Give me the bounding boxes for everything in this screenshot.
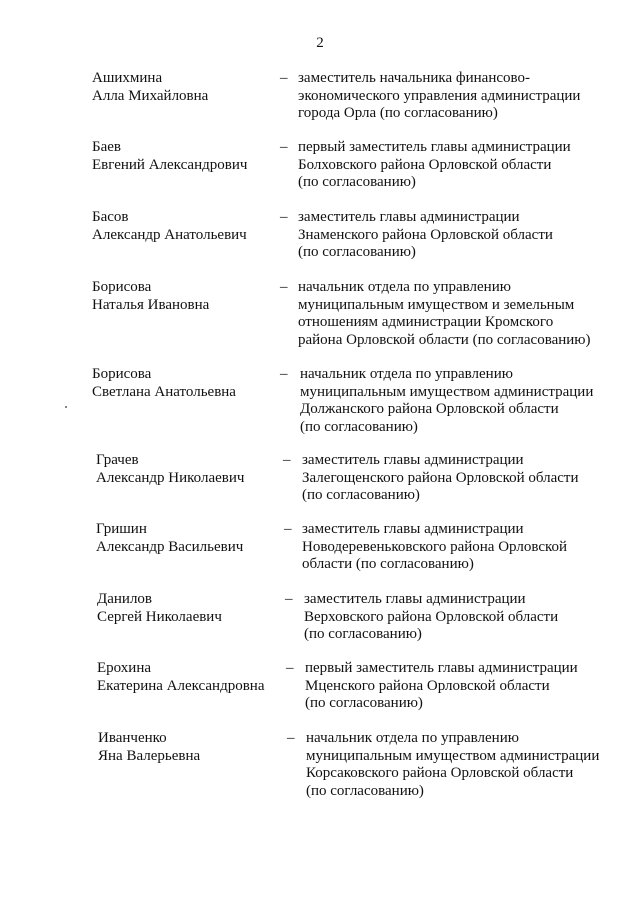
position-description: начальник отдела по управлению муниципальным имуществом администрации Корсаковского района Орловской области (по согласованию) [306,730,600,799]
position-description: заместитель главы администрации Новодеревеньковского района Орловской области (по согласованию) [302,521,568,572]
dash: – [280,279,288,295]
person-name: Баев Евгений Александрович [92,139,248,173]
dash: – [280,366,288,382]
person-name: Басов Александр Анатольевич [92,209,247,243]
person-name: Борисова Светлана Анатольевна [92,366,236,400]
dash: – [287,730,295,746]
position-description: первый заместитель главы администрации Болховского района Орловской области (по согласованию) [298,139,571,190]
person-name: Ерохина Екатерина Александровна [97,660,265,694]
position-description: заместитель главы администрации Знаменского района Орловской области (по согласованию) [298,209,553,260]
dash: – [284,521,292,537]
position-description: начальник отдела по управлению муниципальным имуществом и земельным отношениям администрации Кромского района Орловской области (по согласованию) [298,279,591,348]
position-description: начальник отдела по управлению муниципальным имуществом администрации Должанского района Орловской области (по согласованию) [300,366,594,435]
position-description: заместитель главы администрации Верховского района Орловской области (по согласованию) [304,591,559,642]
person-name: Гришин Александр Васильевич [96,521,244,555]
dash: – [286,660,294,676]
dash: – [285,591,293,607]
page-number: 2 [316,35,324,51]
dash: – [280,70,288,86]
position-description: заместитель главы администрации Залегощенского района Орловской области (по согласованию) [302,452,579,503]
person-name: Грачев Александр Николаевич [96,452,245,486]
dash: – [280,139,288,155]
person-name: Данилов Сергей Николаевич [97,591,222,625]
person-name: Иванченко Яна Валерьевна [98,730,201,764]
dash: – [283,452,291,468]
position-description: заместитель начальника финансово- экономического управления администрации города Орла (по согласованию) [298,70,581,121]
dash: – [280,209,288,225]
person-name: Ашихмина Алла Михайловна [92,70,209,104]
scan-artifact [65,406,67,408]
position-description: первый заместитель главы администрации Мценского района Орловской области (по согласованию) [305,660,578,711]
person-name: Борисова Наталья Ивановна [92,279,210,313]
